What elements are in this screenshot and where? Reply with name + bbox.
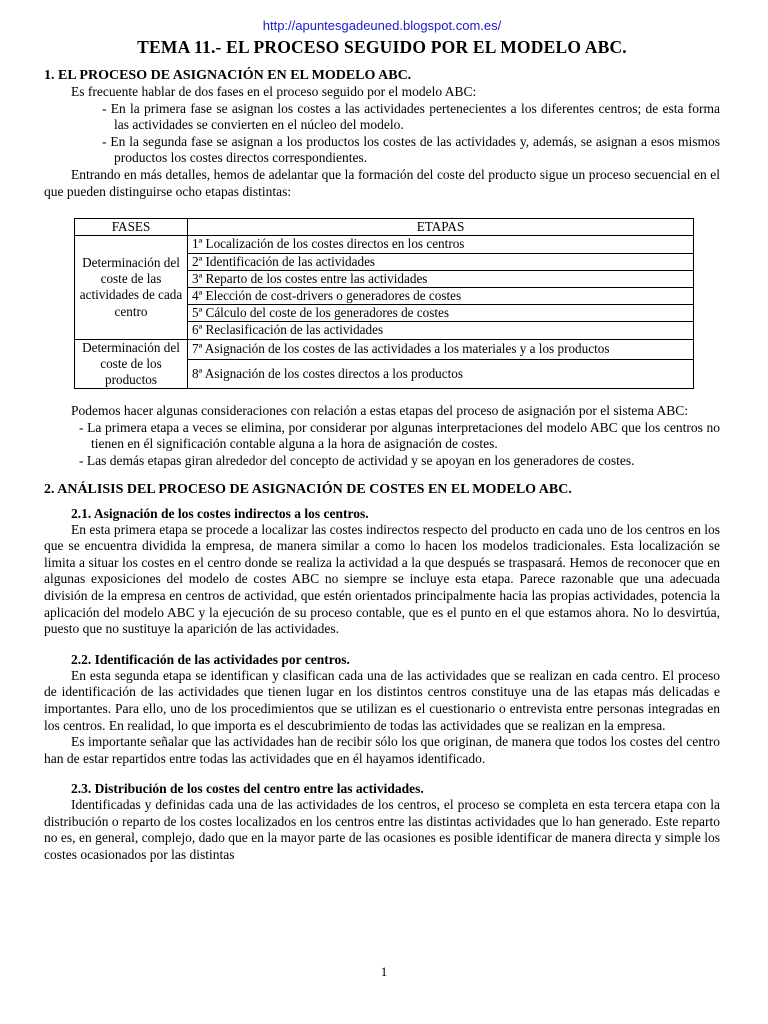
section-1-intro: Es frecuente hablar de dos fases en el proceso seguido por el modelo ABC: (71, 84, 477, 99)
subsection-2-3-paragraph: Identificadas y definidas cada una de las actividades de los centros, el proceso se completa en esta tercera etapa con la distribución o reparto de los costes localizados en los centros entre las distintas actividades que lo han generado. Este reparto no es, en general, complejo, dado que en la mayor parte de las ocasiones es posible identificar de manera directa y simple los costes ocasionados por las distintas (44, 797, 720, 863)
stage-cell: 7ª Asignación de los costes de las actividades a los materiales y a los productos (188, 339, 694, 360)
stage-cell: 6ª Reclasificación de las actividades (188, 322, 694, 339)
phase-1-cell: Determinación del coste de las actividades de cada centro (75, 236, 188, 339)
consideration-bullet: - Las demás etapas giran alrededor del concepto de actividad y se apoyan en los generadores de costes. (79, 452, 635, 468)
considerations-paragraph: Podemos hacer algunas consideraciones con relación a estas etapas del proceso de asignación por el sistema ABC: (71, 403, 689, 419)
phases-stages-table (74, 218, 694, 389)
stage-cell: 2ª Identificación de las actividades (188, 253, 694, 270)
page-number: 1 (380, 964, 388, 979)
section-1-paragraph: Entrando en más detalles, hemos de adelantar que la formación del coste del producto sigue un proceso secuencial en el que pueden distinguirse ocho etapas distintas: (44, 166, 720, 199)
table-header-fases: FASES (75, 219, 188, 236)
subsection-2-2-paragraph: Es importante señalar que las actividades han de recibir sólo los que originan, de manera que todos los costes del centro han de estar repartidos entre todas las actividades que en él hayamos identificado. (44, 734, 720, 766)
consideration-bullet: - La primera etapa a veces se elimina, por considerar por algunas interpretaciones del modelo ABC que los centros no tienen en él significación contable alguna a la hora de asignación de costes. (79, 419, 720, 452)
subsection-2-2-paragraph: En esta segunda etapa se identifican y clasifican cada una de las actividades que se realizan en cada centro. El proceso de identificación de las actividades que tienen lugar en los distintos centros constituye una de las etapas más delicadas e importantes. Para ello, uno de los procedimientos que se utilizan es el cuestionario o entrevista entre personas integradas en los centros. En realidad, lo que importa es el descubrimiento de todas las actividades que se realizan en la empresa. (44, 667, 720, 733)
subsection-2-3-heading: 2.3. Distribución de los costes del centro entre las actividades. (71, 781, 424, 797)
section-1-bullet: - En la segunda fase se asignan a los productos los costes de las actividades y, además, se asignan a esos mismos productos los costes directos correspondientes. (102, 133, 720, 166)
phase-2-cell: Determinación del coste de los productos (75, 339, 188, 389)
section-1-bullet: - En la primera fase se asignan los costes a las actividades pertenecientes a los diferentes centros; de esta forma las actividades se convierten en el núcleo del modelo. (102, 100, 720, 133)
section-2-heading: 2. ANÁLISIS DEL PROCESO DE ASIGNACIÓN DE COSTES EN EL MODELO ABC. (44, 481, 572, 497)
document-page (44, 18, 720, 864)
stage-cell: 4ª Elección de cost-drivers o generadores de costes (188, 287, 694, 304)
subsection-2-2-heading: 2.2. Identificación de las actividades por centros. (71, 651, 350, 667)
stage-cell: 5ª Cálculo del coste de los generadores de costes (188, 305, 694, 322)
subsection-2-1-heading: 2.1. Asignación de los costes indirectos a los centros. (71, 505, 369, 521)
section-1-heading: 1. EL PROCESO DE ASIGNACIÓN EN EL MODELO ABC. (44, 68, 412, 83)
stage-cell: 1ª Localización de los costes directos en los centros (188, 236, 694, 253)
header-url-link[interactable]: http://apuntesgadeuned.blogspot.com.es/ (262, 18, 502, 33)
stage-cell: 8ª Asignación de los costes directos a los productos (188, 360, 694, 389)
page-title: TEMA 11.- EL PROCESO SEGUIDO POR EL MODELO ABC. (137, 37, 627, 57)
table-header-etapas: ETAPAS (188, 219, 694, 236)
stage-cell: 3ª Reparto de los costes entre las actividades (188, 270, 694, 287)
subsection-2-1-paragraph: En esta primera etapa se procede a localizar las costes indirectos respecto del producto en cada uno de los centros en los que se encuentra dividida la empresa, de manera similar a como lo hacen los modelos tradicionales. Esta localización se limita a situar los costes en el centro donde se realiza la actividad a la que después se traspasará. Hemos de reconocer que en algunas exposiciones del modelo de costes ABC no siempre se incluye esta etapa. Parece razonable que una adecuada división de la empresa en centros de actividad, que estén orientados principalmente hacia las propias actividades, potencia la aplicación del modelo ABC y la ejecución de su proceso contable, que es el punto en el que estamos ahora. No lo desvirtúa, puesto que no sustituye la aparición de las actividades. (44, 521, 720, 637)
